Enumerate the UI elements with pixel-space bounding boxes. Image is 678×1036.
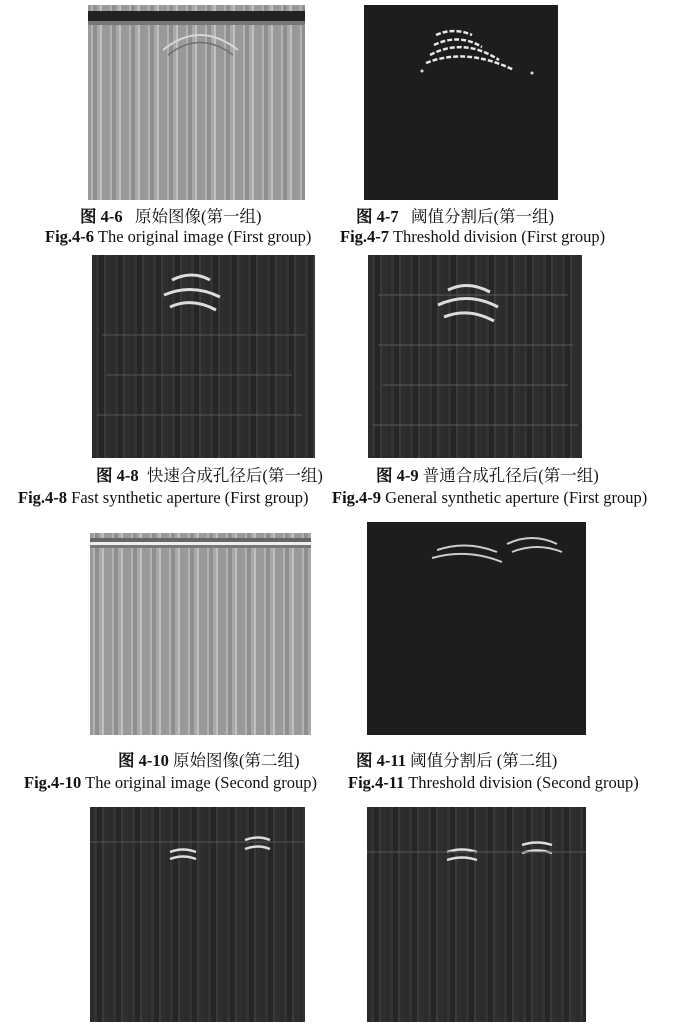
- fig-4-7-caption-en: Fig.4-7 Threshold division (First group): [340, 227, 606, 246]
- fig-4-10-original-image: [90, 533, 311, 735]
- fig-4-8-caption-en: Fig.4-8 Fast synthetic aperture (First group): [18, 488, 309, 507]
- fig-4-9-general-sa-image: [368, 255, 582, 458]
- fig-4-9-caption-cn: 图 4-9 普通合成孔径后(第一组): [376, 466, 599, 485]
- fig-4-6-caption-en: Fig.4-6 The original image (First group): [45, 227, 312, 246]
- fig-4-10-caption-en: Fig.4-10 The original image (Second group): [24, 773, 317, 792]
- fig-4-7-caption-cn: 图 4-7 阈值分割后(第一组): [356, 207, 554, 226]
- fig-4-6-original-image: [88, 5, 305, 200]
- fig-4-11-caption-cn: 图 4-11 阈值分割后 (第二组): [356, 751, 558, 770]
- fig-4-13-image: [367, 807, 586, 1022]
- fig-4-10-caption-cn: 图 4-10 原始图像(第二组): [118, 751, 300, 770]
- fig-4-6-caption-cn: 图 4-6 原始图像(第一组): [80, 207, 262, 226]
- fig-4-12-image: [90, 807, 305, 1022]
- fig-4-8-fast-sa-image: [92, 255, 315, 458]
- fig-4-8-caption-cn: 图 4-8 快速合成孔径后(第一组): [96, 466, 323, 485]
- fig-4-11-threshold-image: [367, 522, 586, 735]
- fig-4-9-caption-en: Fig.4-9 General synthetic aperture (First group): [332, 488, 648, 507]
- fig-4-7-threshold-image: [364, 5, 558, 200]
- fig-4-11-caption-en: Fig.4-11 Threshold division (Second group): [348, 773, 639, 792]
